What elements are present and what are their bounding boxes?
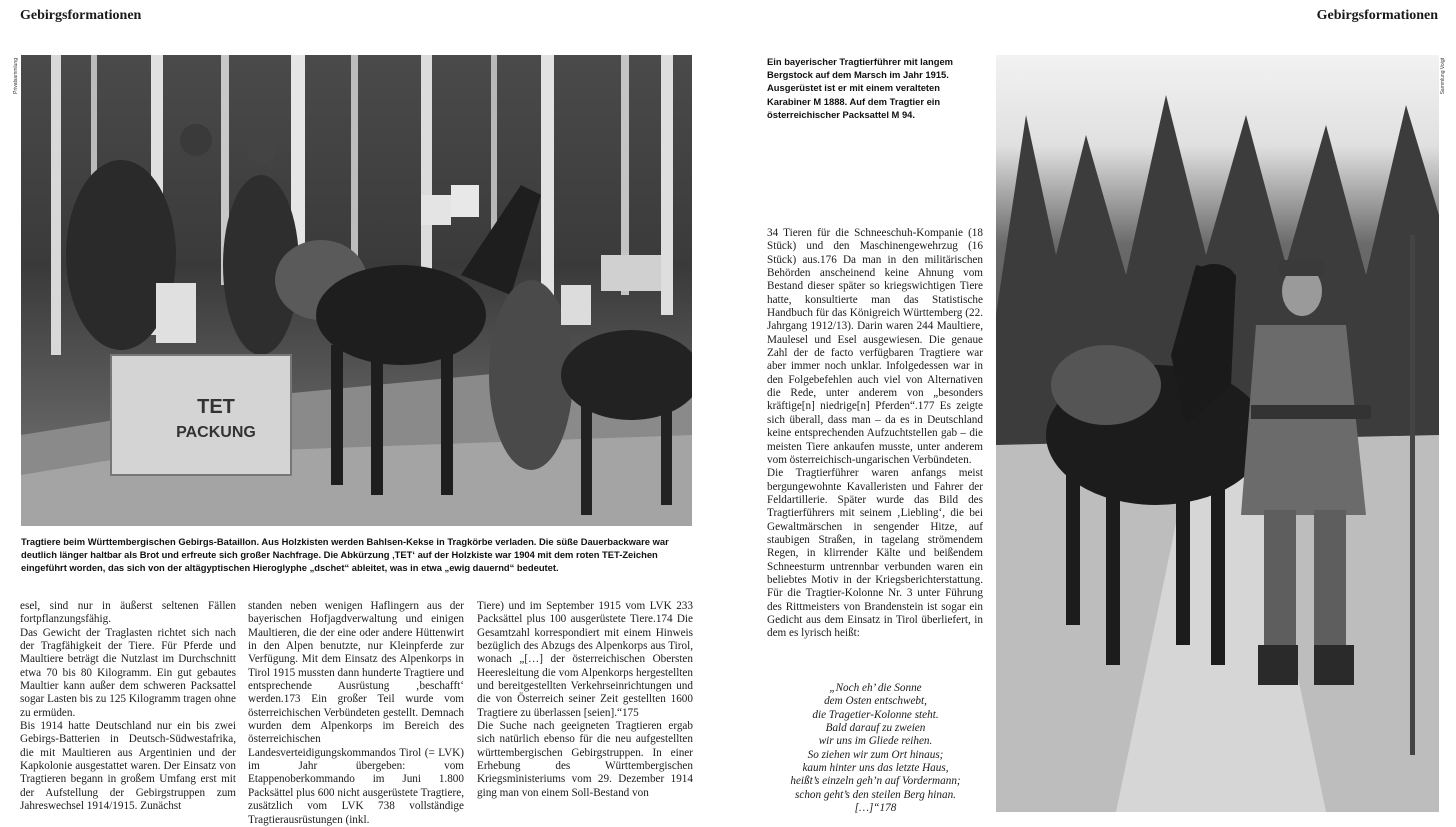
poem-line: die Tragetier-Kolonne steht. <box>812 708 939 721</box>
poem-line: kaum hinter uns das letzte Haus, <box>802 762 949 775</box>
poem-line: […]“178 <box>854 802 897 815</box>
paragraph: standen neben wenigen Haflingern aus der bayerischen Hofjagdverwaltung und einigen Maultieren, die der eine oder andere Hüttenwirt in den Alpen benutzte, nur Kleinpferde zur Verfügung. Mit dem Einsatz des Alpenkorps in Tirol 1915 mussten dann hunderte Tragtiere und entsprechende Ausrüstung ‚beschafft‘ werden.173 Ein großer Teil wurde vom österreichischen Verbündeten gestellt. Demnach wurden dem Alpenkorps im Bereich des österreichischen Landesverteidigungskommandos Tirol (= LVK) im Jahr übergeben: vom Etappenoberkommando im Juni 1.800 Packsättel plus 600 nicht ausgerüstete Tragtiere, zusätzlich vom LVK 738 vollständige Tragtierausrüstungen (inkl. <box>248 600 464 826</box>
text-column-3 <box>477 600 693 800</box>
paragraph: 34 Tieren für die Schneeschuh-Kompanie (18 Stück) und den Maschinengewehrzug (16 Stück) aus.176 Da man in den militärischen Behörden anscheinend keine Ahnung vom Bestand dieser später so kriegswichtigen Tiere hatte, konsultierte man das Statistische Handbuch für das Königreich Württemberg (22. Jahrgang 1912/13). Darin waren 244 Maultiere, Maulesel und Esel ausgewiesen. Die genaue Zahl der de facto verfügbaren Tragtiere war aber immer noch unklar. Infolgedessen war in den Folgebefehlen auch viel von Alternativen die Rede, unter anderem von „besonders kräftige[n] niedrige[n] Pferden“.177 Es zeigte sich überall, dass man – da es in Deutschland keine entsprechenden Aufzuchtstellen gab – die meisten Tiere ankaufen musste, unter anderem vom österreichisch-ungarischen Verbündeten. <box>767 227 983 466</box>
text-column-2 <box>248 600 464 827</box>
poem-line: „Noch eh’ die Sonne <box>829 682 922 694</box>
caption-right: Ein bayerischer Tragtierführer mit langem Bergstock auf dem Marsch im Jahr 1915. Ausgerüstet ist er mit einem veralteten Karabiner M 1888. Auf dem Tragtier ein österreichischer Packsattel M 94. <box>767 56 953 120</box>
header-right: Gebirgsformationen <box>1316 8 1438 23</box>
poem-line: wir uns im Gliede reihen. <box>818 735 933 748</box>
poem <box>768 682 983 815</box>
crate-label: PACKUNG <box>176 424 256 441</box>
paragraph: Tiere) und im September 1915 vom LVK 233 Packsättel plus 100 ausgerüstete Tiere.174 Die Gesamtzahl korrespondiert mit einem Hinweis bezüglich des Abzugs des Alpenkorps aus Tirol, wonach „[…] der österreichischen Obersten Heeresleitung die vom Alpenkorps hergestellten und bereitgestellten Verkehrseinrichtungen und die von Österreich seiner Zeit gestellten 1600 Tragtiere zu überlassen [seien].“175 <box>477 600 693 719</box>
poem-line: heißt’s einzeln geh’n auf Vordermann; <box>790 775 961 788</box>
paragraph: Das Gewicht der Traglasten richtet sich nach der Tragfähigkeit der Tiere. Für Pferde und Maultiere beträgt die Nutzlast im Durchschnitt etwa 70 bis 80 Kilogramm. Ein gut gebautes Maultier kann außer dem schweren Packsattel sogar Lasten bis zu 125 Kilogramm tragen ohne zu ermüden. <box>20 626 236 719</box>
paragraph: Die Tragtierführer waren anfangs meist bergungewohnte Kavalleristen und Fahrer der Feldartillerie. Später wurde das Bild des Tragtierführers mit seinem ‚Liebling‘, die bei Gewaltmärschen in sengender Hitze, auf staubigen Straßen, in tagelang strömendem Regen, in klirrender Kälte und beißendem Schneesturm untrennbar verbunden waren ein beliebtes Motiv in der Kriegsberichterstattung. Für die Tragtier-Kolonne Nr. 3 unter Führung des Rittmeisters von Brandenstein ist sogar ein Gedicht aus dem Einsatz in Tirol überliefert, in dem es lyrisch heißt: <box>767 467 983 640</box>
photo-pack-animals <box>21 55 692 526</box>
paragraph: esel, sind nur in äußerst seltenen Fällen fortpflanzungsfähig. <box>20 600 236 626</box>
paragraph: Bis 1914 hatte Deutschland nur ein bis zwei Gebirgs-Batterien in Deutsch-Südwestafrika, die mit Maultieren aus Argentinien und der Kapkolonie ausgestattet waren. Der Einsatz von Tragtieren begann in großem Umfang erst mit der Aufstellung der Gebirgstruppen zum Jahreswechsel 1914/1915. Zunächst <box>20 720 236 813</box>
photo-credit-right: Sammlung Voigt <box>1440 58 1446 95</box>
poem-line: So ziehen wir zum Ort hinaus; <box>807 748 944 761</box>
poem-line: Bald darauf zu zweien <box>825 722 926 735</box>
poem-line: dem Osten entschwebt, <box>824 695 927 708</box>
caption-left: Tragtiere beim Württembergischen Gebirgs-Bataillon. Aus Holzkisten werden Bahlsen-Kekse in Tragkörbe verladen. Die süße Dauerbackware war deutlich länger haltbar als Brot und erfreute sich großer Nachfrage. Die Abkürzung ‚TET‘ auf der Holzkiste war 1904 mit dem roten TET-Zeichen eingeführt worden, das sich von der altägyptischen Hieroglyphe „dschet“ ableitet, was in etwa „ewig dauernd“ bedeutet. <box>21 536 669 574</box>
header-left: Gebirgsformationen <box>20 8 142 23</box>
poem-line: schon geht’s den steilen Berg hinan. <box>795 788 956 801</box>
crate-logo: TET <box>197 396 235 418</box>
text-column-4 <box>767 227 983 641</box>
text-column-1 <box>20 600 236 814</box>
paragraph: Die Suche nach geeigneten Tragtieren ergab sich natürlich ebenso für die neu aufgestellten württembergischen Gebirgstruppen. In einer Erhebung des Württembergischen Kriegsministeriums vom 29. Dezember 1914 ging man von einem Soll-Bestand von <box>477 720 693 799</box>
photo-credit-left: Privatsammlung <box>13 58 19 94</box>
photo-soldier-with-horse <box>996 55 1439 812</box>
